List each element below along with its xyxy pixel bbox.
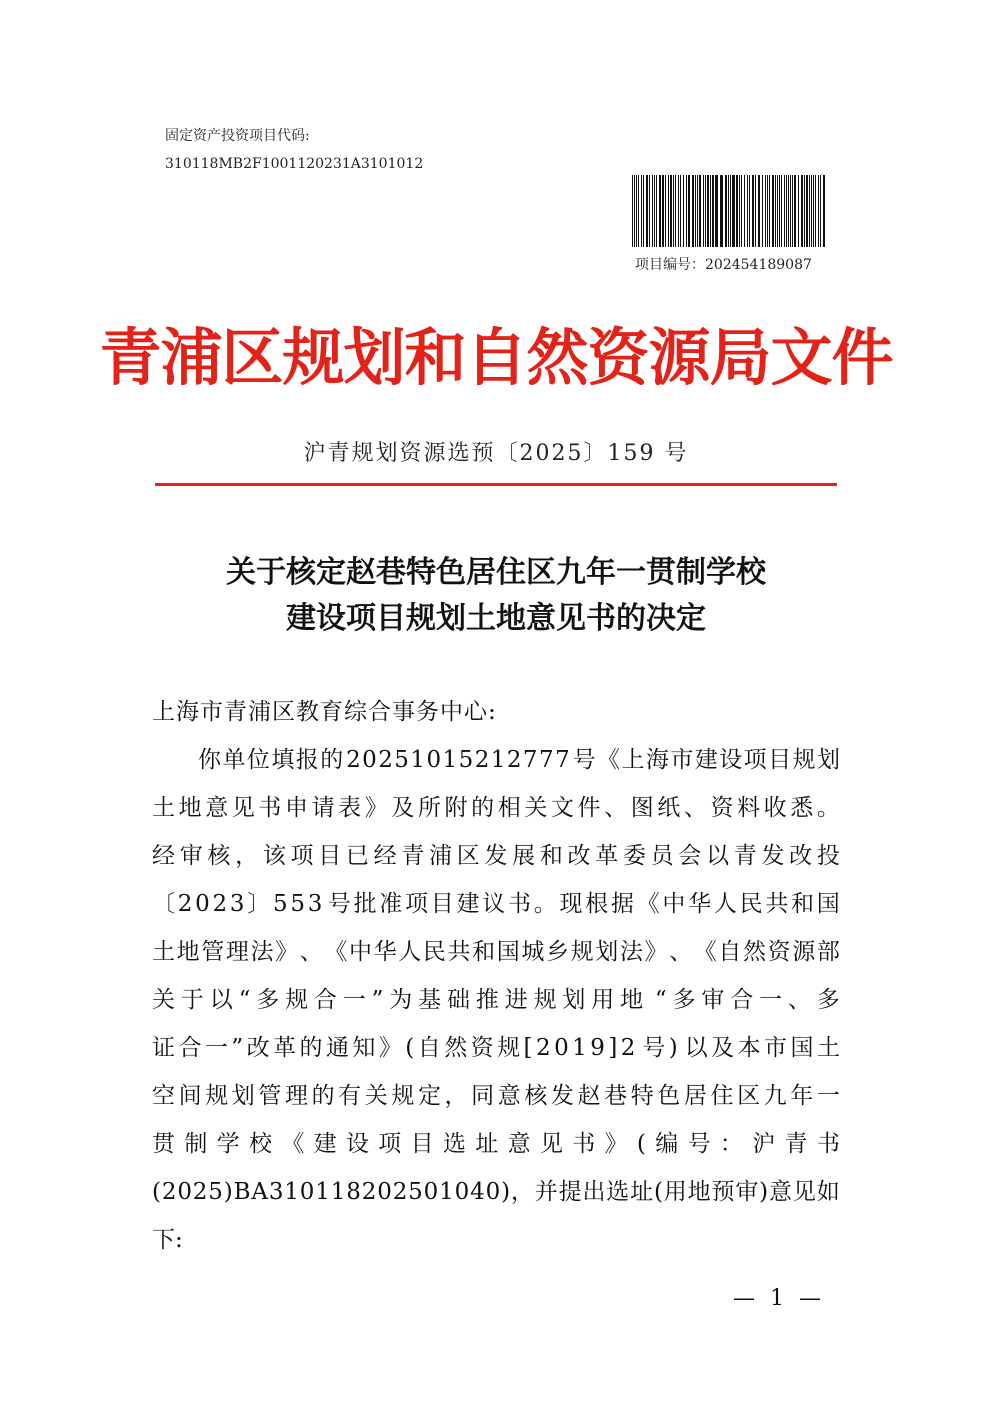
page-number: — 1 — (733, 1286, 825, 1311)
document-title-line-1: 关于核定赵巷特色居住区九年一贯制学校 (226, 555, 766, 590)
body-paragraph (152, 736, 840, 1264)
investment-code-label: 固定资产投资项目代码: (165, 128, 310, 144)
body-line: 经 审 核 ， 该 项 目 已 经 青 浦 区 发 展 和 改 革 委 员 会 以 青 发 改 投 (152, 843, 840, 869)
investment-code-value: 310118MB2F1001120231A3101012 (165, 156, 424, 172)
body-line: 土 地 管 理 法 》 、 《 中 华 人 民 共 和 国 城 乡 规 划 法 》 、 《 自 然 资 源 部 (152, 939, 840, 965)
body-line: 证 合 一 ” 改 革 的 通 知 》 ( 自 然 资 规 [ 2 0 1 9 ] 2 号 ) 以 及 本 市 国 土 (152, 1035, 840, 1061)
body-line: 下 : (152, 1227, 183, 1253)
document-title (0, 550, 992, 642)
body-line: 贯 制 学 校 《 建 设 项 目 选 址 意 见 书 》 ( 编 号 ： 沪 青 书 (152, 1131, 840, 1157)
body-line: 关 于 以 “ 多 规 合 一 ” 为 基 础 推 进 规 划 用 地 “ 多 审 合 一 、 多 (152, 987, 840, 1013)
body-line: 你 单 位 填 报 的 2 0 2 5 1 0 1 5 2 1 2 7 7 7 号 《 上 海 市 建 设 项 目 规 划 (198, 747, 840, 773)
barcode-image (632, 175, 828, 247)
red-divider-line (155, 483, 837, 486)
body-line: 〔 2 0 2 3 〕 5 5 3 号 批 准 项 目 建 议 书 。 现 根 据 《 中 华 人 民 共 和 国 (152, 891, 840, 917)
document-title-line-2: 建设项目规划土地意见书的决定 (286, 601, 706, 636)
body-line: ( 2 0 2 5 ) B A 3 1 0 1 1 8 2 0 2 5 0 1 0 4 0 ) ， 并 提 出 选 址 ( 用 地 预 审 ) 意 见 如 (152, 1179, 840, 1205)
document-header: 青浦区规划和自然资源局文件 (99, 321, 893, 394)
project-number: 项目编号：202454189087 (635, 257, 812, 273)
document-number: 沪青规划资源选预〔2025〕159 号 (303, 441, 689, 466)
addressee: 上海市青浦区教育综合事务中心: (152, 699, 497, 725)
body-line: 土 地 意 见 书 申 请 表 》 及 所 附 的 相 关 文 件 、 图 纸 、 资 料 收 悉 。 (152, 795, 840, 821)
body-line: 空 间 规 划 管 理 的 有 关 规 定 ， 同 意 核 发 赵 巷 特 色 居 住 区 九 年 一 (152, 1083, 840, 1109)
investment-code-block (165, 122, 423, 178)
